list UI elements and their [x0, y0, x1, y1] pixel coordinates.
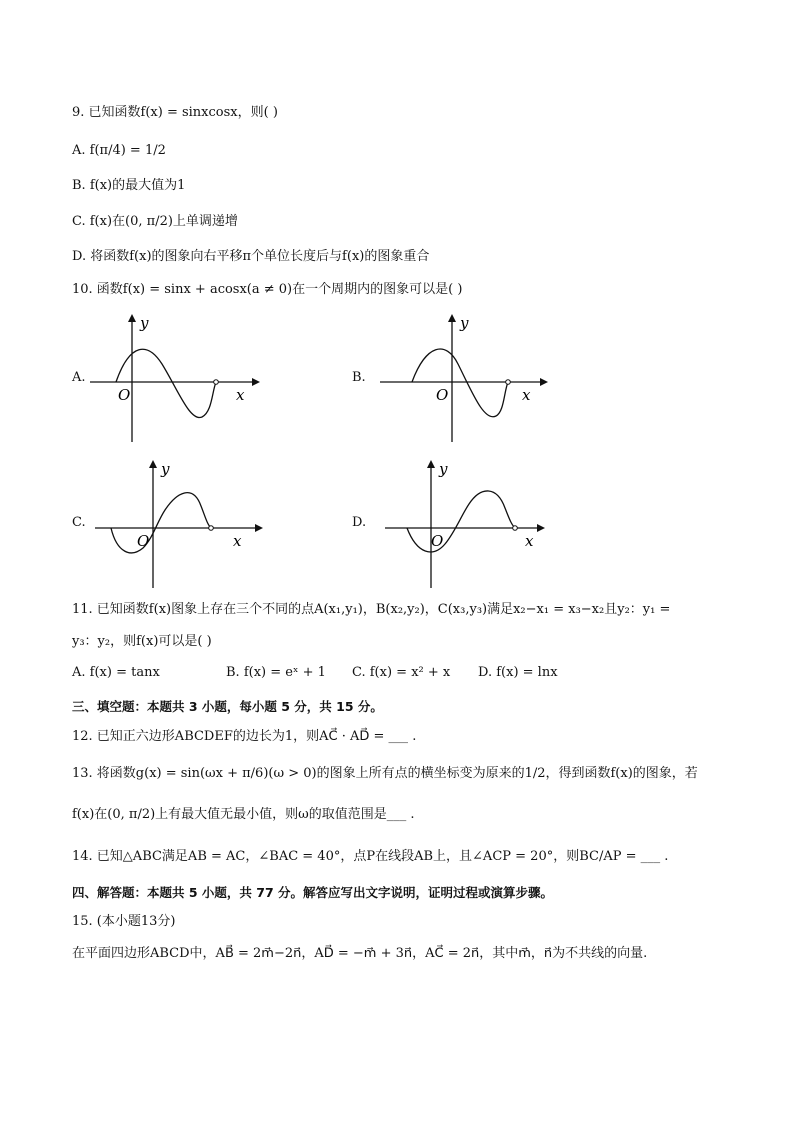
q10-label-d: D. [352, 515, 367, 530]
graph-d-y-label: y [439, 460, 448, 478]
graph-d-x-label: x [525, 532, 534, 550]
graph-c [95, 458, 265, 588]
graph-a-origin: O [118, 386, 131, 404]
q11-option-c: C. f(x) = x² + x [352, 665, 451, 680]
q11-stem-line1: 11. 已知函数f(x)图象上存在三个不同的点A(x₁,y₁)，B(x₂,y₂)，C(x₃,y₃)满足x₂−x₁ = x₃−x₂且y₂：y₁ = [72, 602, 671, 617]
q15-body: 在平面四边形ABCD中，AB⃗ = 2m⃗−2n⃗，AD⃗ = −m⃗ + 3n⃗，AC⃗ = 2n⃗，其中m⃗，n⃗为不共线的向量. [72, 946, 648, 961]
graph-b-y-label: y [460, 314, 469, 332]
q15-title: 15. (本小题13分) [72, 914, 176, 929]
q12: 12. 已知正六边形ABCDEF的边长为1，则AC⃗ · AD⃗ = ___ . [72, 729, 417, 744]
graph-d-origin: O [431, 532, 444, 550]
q10-label-c: C. [72, 515, 86, 530]
q9-option-c: C. f(x)在(0, π/2)上单调递增 [72, 214, 238, 229]
graph-a-x-label: x [236, 386, 245, 404]
graph-d [385, 458, 555, 588]
graph-a [90, 312, 260, 442]
q13-line2: f(x)在(0, π/2)上有最大值无最小值，则ω的取值范围是___ . [72, 807, 415, 822]
q9-option-b: B. f(x)的最大值为1 [72, 178, 186, 193]
graph-b-origin: O [436, 386, 449, 404]
graph-c-origin: O [137, 532, 150, 550]
q10-stem: 10. 函数f(x) = sinx + acosx(a ≠ 0)在一个周期内的图象可以是( ) [72, 282, 463, 297]
q9-option-a: A. f(π/4) = 1/2 [72, 143, 166, 158]
q9-stem: 9. 已知函数f(x) = sinxcosx，则( ) [72, 105, 278, 120]
section-4-heading: 四、解答题：本题共 5 小题，共 77 分。解答应写出文字说明，证明过程或演算步骤。 [72, 885, 554, 900]
q13-line1: 13. 将函数g(x) = sin(ωx + π/6)(ω > 0)的图象上所有点的横坐标变为原来的1/2，得到函数f(x)的图象，若 [72, 766, 698, 781]
q10-label-b: B. [352, 370, 366, 385]
q14: 14. 已知△ABC满足AB = AC，∠BAC = 40°，点P在线段AB上，且∠ACP = 20°，则BC/AP = ___ . [72, 849, 669, 864]
q11-option-b: B. f(x) = eˣ + 1 [226, 665, 326, 680]
graph-b [380, 312, 550, 442]
graph-c-y-label: y [161, 460, 170, 478]
graph-c-x-label: x [233, 532, 242, 550]
graph-b-x-label: x [522, 386, 531, 404]
q11-option-d: D. f(x) = lnx [478, 665, 558, 680]
q11-option-a: A. f(x) = tanx [72, 665, 160, 680]
q9-option-d: D. 将函数f(x)的图象向右平移π个单位长度后与f(x)的图象重合 [72, 249, 430, 264]
q11-stem-line2: y₃：y₂，则f(x)可以是( ) [72, 634, 212, 649]
q10-label-a: A. [72, 370, 86, 385]
graph-a-y-label: y [140, 314, 149, 332]
section-3-heading: 三、填空题：本题共 3 小题，每小题 5 分，共 15 分。 [72, 699, 383, 714]
